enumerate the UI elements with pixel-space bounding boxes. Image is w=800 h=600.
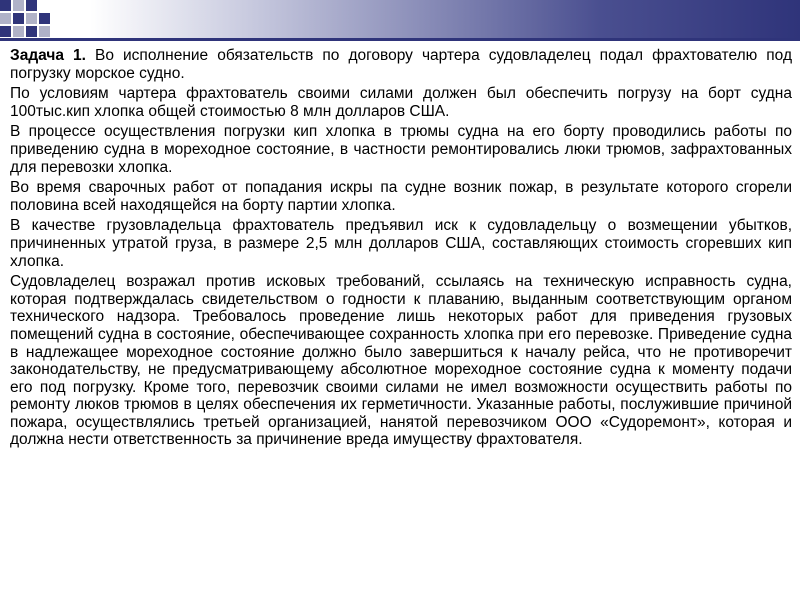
decor-square: [13, 13, 24, 24]
paragraph-claim: В качестве грузовладельца фрахтователь предъявил иск к судовладельцу о возмещении убытков, причиненных утратой груза, в размере 2,5 млн долларов США, составляющих стоимость сгоревших кип хлопка.: [10, 217, 792, 270]
decor-square: [26, 0, 37, 11]
paragraph-fire: Во время сварочных работ от попадания искры па судне возник пожар, в результате которого сгорели половина всей находящейся на борту партии хлопка.: [10, 179, 792, 214]
task-text: Во исполнение обязательств по договору чартера судовладелец подал фрахтователю под погрузку морское судно.: [10, 47, 792, 82]
header-rule: [0, 38, 800, 41]
decor-square: [39, 13, 50, 24]
paragraph-charter-terms: По условиям чартера фрахтователь своими силами должен был обеспечить погрузу на борт судна 100тыс.кип хлопка общей стоимостью 8 млн долларов США.: [10, 85, 792, 120]
paragraph-task: [10, 47, 792, 82]
decor-square: [26, 26, 37, 37]
decor-square: [13, 0, 24, 11]
header-band: [0, 0, 800, 38]
decor-square: [13, 26, 24, 37]
decor-square: [39, 26, 50, 37]
decor-square: [0, 0, 11, 11]
task-label: Задача 1.: [10, 47, 86, 64]
decor-square: [26, 13, 37, 24]
paragraph-objection: Судовладелец возражал против исковых требований, ссылаясь на техническую исправность судна, которая подтверждалась свидетельством о годности к плаванию, выданным соответствующим органом технического надзора. Требовалось проведение лишь некоторых работ для приведения грузовых помещений судна в состояние, обеспечивающее сохранность хлопка при его перевозке. Приведение судна в надлежащее мореходное состояние должно было завершиться к началу рейса, что не противоречит законодательству, не предусматривающему абсолютное мореходное состояние судна к моменту подачи его под погрузку. Кроме того, перевозчик своими силами не имел возможности осуществить работы по ремонту люков трюмов в целях обеспечения их герметичности. Указанные работы, послужившие причиной пожара, осуществлялись третьей организацией, нанятой перевозчиком ООО «Судоремонт», которая и должна нести ответственность за причинение вреда имуществу фрахтователя.: [10, 273, 792, 449]
decor-square: [0, 13, 11, 24]
slide-body: [10, 47, 792, 452]
paragraph-loading: В процессе осуществления погрузки кип хлопка в трюмы судна на его борту проводились работы по приведению судна в мореходное состояние, в частности ремонтировались люки трюмов, зафрахтованных для перевозки хлопка.: [10, 123, 792, 176]
decor-square: [0, 26, 11, 37]
decorative-squares: [0, 0, 60, 38]
